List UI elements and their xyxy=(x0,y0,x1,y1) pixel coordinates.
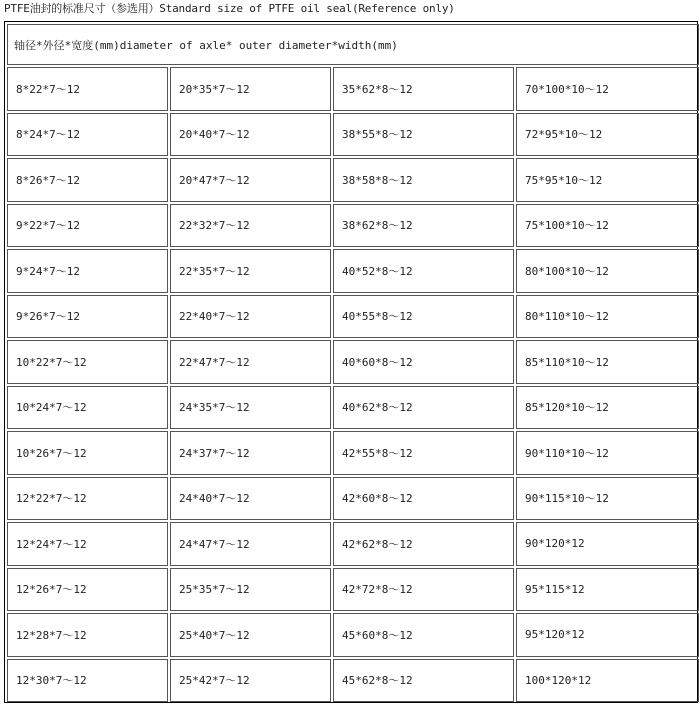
size-cell: 90*110*10～12 xyxy=(516,431,699,475)
size-cell: 40*52*8～12 xyxy=(333,249,514,293)
size-cell: 12*22*7～12 xyxy=(7,477,168,521)
size-cell: 8*24*7～12 xyxy=(7,113,168,157)
size-cell: 45*62*8～12 xyxy=(333,659,514,703)
size-cell: 38*62*8～12 xyxy=(333,204,514,248)
table-row xyxy=(7,67,699,111)
size-cell: 72*95*10～12 xyxy=(516,113,699,157)
size-cell: 85*120*10～12 xyxy=(516,386,699,430)
size-cell: 100*120*12 xyxy=(516,659,699,703)
size-cell: 80*110*10～12 xyxy=(516,295,699,339)
size-cell: 85*110*10～12 xyxy=(516,340,699,384)
size-cell: 42*72*8～12 xyxy=(333,568,514,612)
size-cell: 42*60*8～12 xyxy=(333,477,514,521)
table-row xyxy=(7,204,699,248)
size-cell: 10*22*7～12 xyxy=(7,340,168,384)
size-cell: 20*40*7～12 xyxy=(170,113,331,157)
size-cell: 24*35*7～12 xyxy=(170,386,331,430)
size-cell: 75*95*10～12 xyxy=(516,158,699,202)
table-row xyxy=(7,249,699,293)
size-cell: 22*35*7～12 xyxy=(170,249,331,293)
size-cell: 75*100*10～12 xyxy=(516,204,699,248)
size-cell: 9*24*7～12 xyxy=(7,249,168,293)
size-cell: 25*40*7～12 xyxy=(170,613,331,657)
size-cell: 12*28*7～12 xyxy=(7,613,168,657)
table-row xyxy=(7,431,699,475)
size-cell: 24*37*7～12 xyxy=(170,431,331,475)
table-row xyxy=(7,295,699,339)
size-cell: 22*32*7～12 xyxy=(170,204,331,248)
seal-size-table-frame xyxy=(4,21,698,703)
size-cell: 40*62*8～12 xyxy=(333,386,514,430)
size-cell: 25*42*7～12 xyxy=(170,659,331,703)
size-cell: 42*55*8～12 xyxy=(333,431,514,475)
size-cell: 22*47*7～12 xyxy=(170,340,331,384)
table-row xyxy=(7,522,699,566)
size-cell: 45*60*8～12 xyxy=(333,613,514,657)
size-cell: 12*24*7～12 xyxy=(7,522,168,566)
table-row xyxy=(7,659,699,703)
size-cell: 20*47*7～12 xyxy=(170,158,331,202)
size-cell: 9*22*7～12 xyxy=(7,204,168,248)
size-cell: 42*62*8～12 xyxy=(333,522,514,566)
seal-size-table xyxy=(5,22,700,704)
size-cell: 8*22*7～12 xyxy=(7,67,168,111)
size-cell: 40*60*8～12 xyxy=(333,340,514,384)
table-row xyxy=(7,340,699,384)
size-cell: 90*120*12 xyxy=(516,522,699,566)
size-cell: 20*35*7～12 xyxy=(170,67,331,111)
table-header: 轴径*外径*宽度(mm)diameter of axle* outer diameter*width(mm) xyxy=(7,24,699,65)
table-row xyxy=(7,158,699,202)
size-cell: 24*47*7～12 xyxy=(170,522,331,566)
header-row xyxy=(7,24,699,65)
size-cell: 35*62*8～12 xyxy=(333,67,514,111)
size-cell: 38*55*8～12 xyxy=(333,113,514,157)
size-cell: 25*35*7～12 xyxy=(170,568,331,612)
page-title: PTFE油封的标准尺寸（参选用）Standard size of PTFE oil seal(Reference only) xyxy=(4,2,455,15)
table-body xyxy=(7,24,699,702)
table-row xyxy=(7,386,699,430)
table-row xyxy=(7,477,699,521)
size-cell: 10*24*7～12 xyxy=(7,386,168,430)
size-cell: 95*120*12 xyxy=(516,613,699,657)
size-cell: 40*55*8～12 xyxy=(333,295,514,339)
size-cell: 70*100*10～12 xyxy=(516,67,699,111)
table-row xyxy=(7,613,699,657)
table-row xyxy=(7,568,699,612)
size-cell: 24*40*7～12 xyxy=(170,477,331,521)
size-cell: 10*26*7～12 xyxy=(7,431,168,475)
size-cell: 8*26*7～12 xyxy=(7,158,168,202)
size-cell: 12*30*7～12 xyxy=(7,659,168,703)
size-cell: 95*115*12 xyxy=(516,568,699,612)
size-cell: 80*100*10～12 xyxy=(516,249,699,293)
size-cell: 9*26*7～12 xyxy=(7,295,168,339)
size-cell: 22*40*7～12 xyxy=(170,295,331,339)
size-cell: 12*26*7～12 xyxy=(7,568,168,612)
size-cell: 90*115*10～12 xyxy=(516,477,699,521)
table-row xyxy=(7,113,699,157)
size-cell: 38*58*8～12 xyxy=(333,158,514,202)
